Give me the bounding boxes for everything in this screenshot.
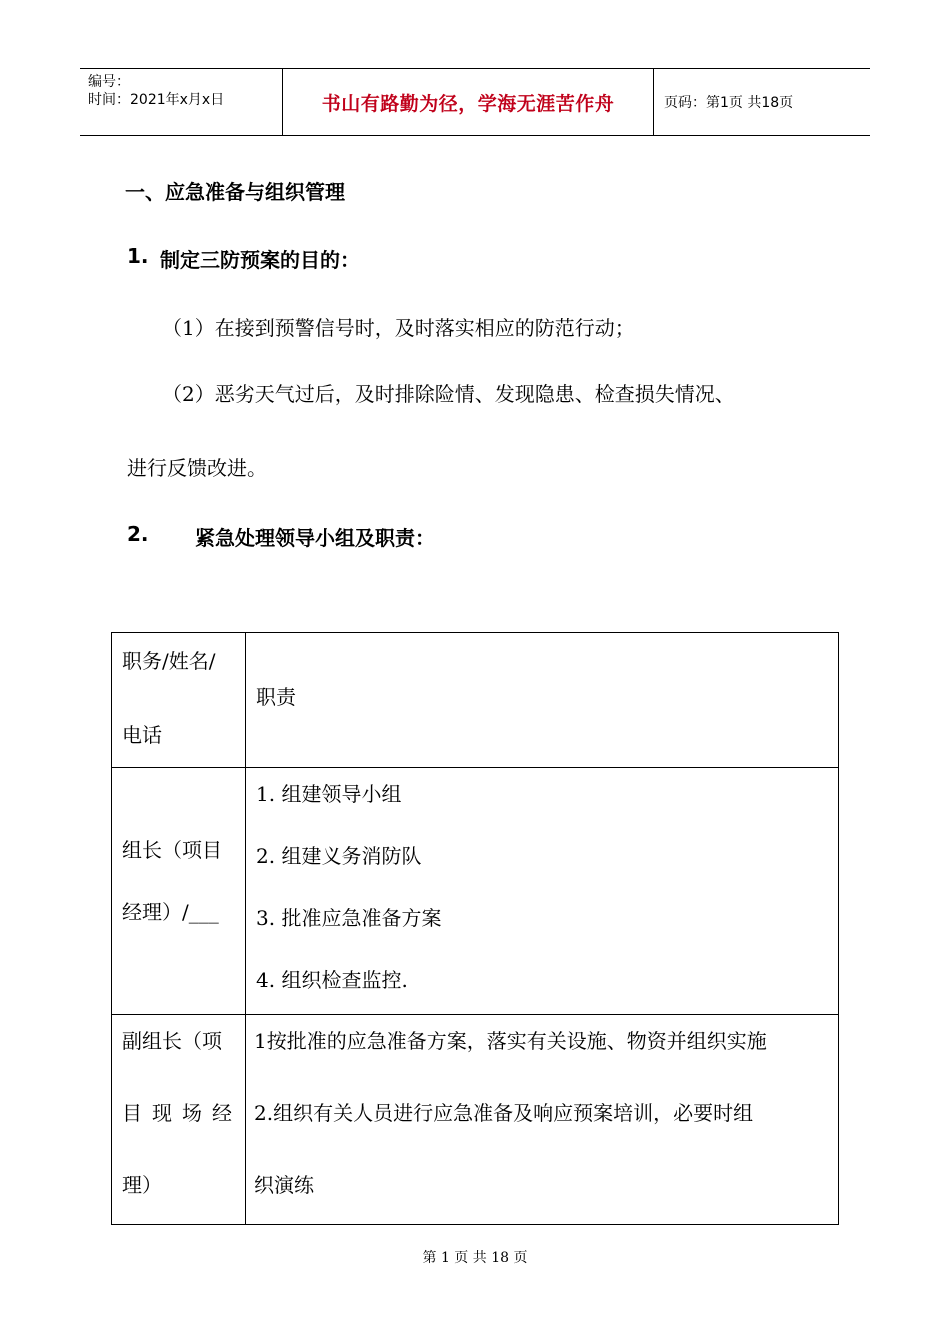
role-line: 理） (122, 1173, 162, 1197)
header-role-line-2: 电话 (122, 723, 162, 747)
page-info: 页码：第1页 共18页 (664, 95, 794, 111)
table-header-row (112, 633, 839, 768)
header-role-line-1: 职务/姓名/ (122, 649, 216, 673)
motto: 书山有路勤为径，学海无涯苦作舟 (321, 92, 615, 115)
duty-line: 1. 组建领导小组 (256, 782, 402, 806)
item2-number: 2. (127, 522, 149, 546)
header-cell-duty (246, 633, 839, 768)
item1-number: 1. (127, 244, 149, 268)
role-line: 经理）/___ (122, 900, 219, 924)
role-cell (112, 1015, 246, 1225)
duty-cell (246, 768, 839, 1015)
paragraph-2-line-2: 进行反馈改进。 (127, 456, 267, 480)
role-cell (112, 768, 246, 1015)
duty-line: 2.组织有关人员进行应急准备及响应预案培训，必要时组 (254, 1101, 754, 1125)
header-cell-role (112, 633, 246, 768)
header-motto-cell (282, 69, 654, 135)
paragraph-1: （1）在接到预警信号时，及时落实相应的防范行动； (162, 316, 635, 340)
duty-cell (246, 1015, 839, 1225)
number-label: 编号： (88, 74, 130, 90)
table-row (112, 768, 839, 1015)
page-header (80, 68, 870, 136)
time-label: 时间：2021年x月x日 (88, 92, 225, 108)
item2-title: 紧急处理领导小组及职责： (195, 526, 435, 550)
role-line: 副组长（项 (122, 1029, 222, 1053)
duty-line: 2. 组建义务消防队 (256, 844, 422, 868)
header-duty-label: 职责 (256, 685, 296, 709)
header-page-info-cell (654, 69, 870, 135)
role-line: 目现场经 (122, 1101, 242, 1125)
table-row (112, 1015, 839, 1225)
item1-title: 制定三防预案的目的： (160, 248, 360, 272)
section-title: 一、应急准备与组织管理 (125, 180, 345, 204)
duty-line: 1按批准的应急准备方案，落实有关设施、物资并组织实施 (254, 1029, 767, 1053)
role-line: 组长（项目 (122, 838, 222, 862)
header-meta (80, 69, 282, 135)
duty-table (111, 632, 839, 1225)
page-footer: 第 1 页 共 18 页 (422, 1250, 528, 1266)
paragraph-2-line-1: （2）恶劣天气过后，及时排除险情、发现隐患、检查损失情况、 (162, 382, 735, 406)
duty-line: 3. 批准应急准备方案 (256, 906, 442, 930)
duty-line: 4. 组织检查监控. (256, 968, 408, 992)
duty-line: 织演练 (254, 1173, 314, 1197)
